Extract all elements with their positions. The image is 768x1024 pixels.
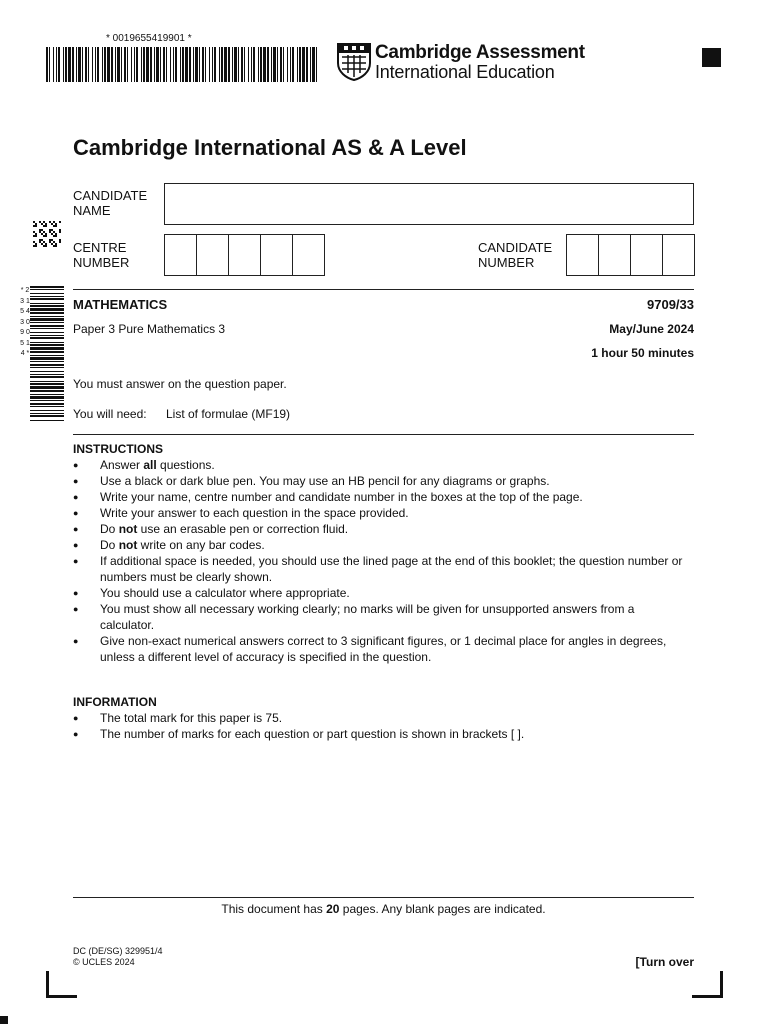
corner-mark-left bbox=[46, 971, 77, 998]
registration-mark bbox=[0, 1016, 8, 1024]
paper-title: Paper 3 Pure Mathematics 3 bbox=[73, 322, 226, 336]
subject: MATHEMATICS bbox=[73, 297, 168, 312]
candidate-number-boxes[interactable] bbox=[566, 234, 695, 276]
barcode bbox=[46, 47, 318, 82]
digit-box[interactable] bbox=[599, 235, 631, 275]
divider bbox=[73, 434, 694, 435]
need-label: You will need: bbox=[73, 407, 147, 421]
instructions-heading: INSTRUCTIONS bbox=[73, 442, 163, 456]
digit-box[interactable] bbox=[165, 235, 197, 275]
shield-icon bbox=[337, 43, 371, 81]
barcode-number: * 0019655419901 * bbox=[106, 33, 192, 44]
list-item: ● Do not write on any bar codes. bbox=[73, 537, 683, 553]
qualification-title: Cambridge International AS & A Level bbox=[73, 135, 467, 160]
page-count-note: This document has 20 pages. Any blank pages are indicated. bbox=[221, 902, 546, 916]
digit-box[interactable] bbox=[261, 235, 293, 275]
information-list bbox=[73, 710, 683, 742]
answer-note: You must answer on the question paper. bbox=[73, 377, 287, 391]
document-code bbox=[73, 946, 163, 968]
divider bbox=[73, 289, 694, 290]
candidate-name-label: CANDIDATE NAME bbox=[73, 188, 148, 218]
exam-session: May/June 2024 bbox=[609, 322, 694, 336]
list-item: ● The total mark for this paper is 75. bbox=[73, 710, 683, 726]
centre-number-label: CENTRE NUMBER bbox=[73, 240, 130, 270]
list-item: ● You must show all necessary working clearly; no marks will be given for unsupported answers from a calculator. bbox=[73, 601, 683, 633]
list-item: ● If additional space is needed, you should use the lined page at the end of this booklet; the question number or numbers must be clearly shown. bbox=[73, 553, 683, 585]
side-barcode-number: * 2 3 1 5 4 3 0 9 0 5 1 4 * bbox=[20, 287, 30, 357]
paper-code: 9709/33 bbox=[647, 297, 694, 312]
digit-box[interactable] bbox=[293, 235, 324, 275]
candidate-number-label: CANDIDATE NUMBER bbox=[478, 240, 553, 270]
digit-box[interactable] bbox=[631, 235, 663, 275]
digit-box[interactable] bbox=[663, 235, 694, 275]
turn-over: [Turn over bbox=[635, 955, 694, 969]
copyright: © UCLES 2024 bbox=[73, 957, 135, 967]
digit-box[interactable] bbox=[229, 235, 261, 275]
logo-line-1: Cambridge Assessment bbox=[375, 42, 585, 63]
centre-number-boxes[interactable] bbox=[164, 234, 325, 276]
list-item: ● The number of marks for each question or part question is shown in brackets [ ]. bbox=[73, 726, 683, 742]
cambridge-logo bbox=[337, 42, 585, 83]
list-item: ● Answer all questions. bbox=[73, 457, 683, 473]
side-barcode bbox=[30, 286, 64, 422]
list-item: ● You should use a calculator where appropriate. bbox=[73, 585, 683, 601]
exam-duration: 1 hour 50 minutes bbox=[591, 346, 694, 360]
digit-box[interactable] bbox=[197, 235, 229, 275]
list-item: ● Write your name, centre number and candidate number in the boxes at the top of the page. bbox=[73, 489, 683, 505]
list-item: ● Do not use an erasable pen or correction fluid. bbox=[73, 521, 683, 537]
divider bbox=[73, 897, 694, 898]
list-item: ● Write your answer to each question in the space provided. bbox=[73, 505, 683, 521]
corner-mark-right bbox=[692, 971, 723, 998]
digit-box[interactable] bbox=[567, 235, 599, 275]
candidate-name-box[interactable] bbox=[164, 183, 694, 225]
registration-mark bbox=[702, 48, 721, 67]
information-heading: INFORMATION bbox=[73, 695, 157, 709]
need-value: List of formulae (MF19) bbox=[166, 407, 291, 421]
instructions-list bbox=[73, 457, 683, 665]
list-item: ● Give non-exact numerical answers correct to 3 significant figures, or 1 decimal place for angles in degrees, unless a different level of accuracy is specified in the question. bbox=[73, 633, 683, 665]
logo-line-2: International Education bbox=[375, 62, 555, 82]
qr-code bbox=[33, 221, 61, 247]
dc-code: DC (DE/SG) 329951/4 bbox=[73, 946, 163, 956]
list-item: ● Use a black or dark blue pen. You may use an HB pencil for any diagrams or graphs. bbox=[73, 473, 683, 489]
